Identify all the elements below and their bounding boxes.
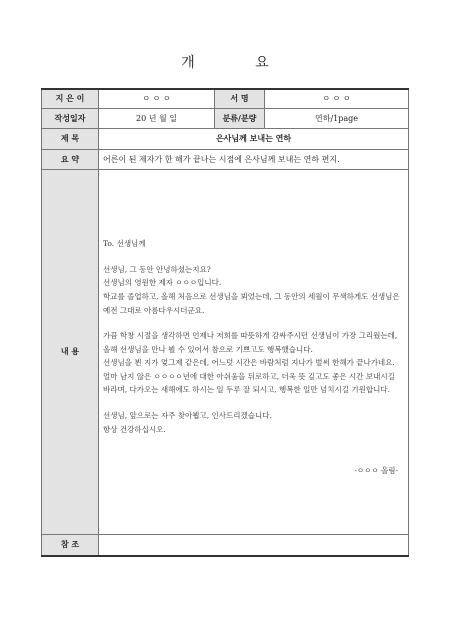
letter-content — [99, 169, 409, 534]
author-value: ㅇ ㅇ ㅇ — [99, 89, 215, 108]
subject-value: 은사님께 보내는 연하 — [99, 128, 409, 149]
letter-line: 선생님의 영원한 제자 ㅇㅇㅇ입니다. — [103, 278, 222, 288]
author-label: 지 은 이 — [42, 89, 99, 108]
letter-signoff: -ㅇㅇㅇ 올림- — [354, 466, 398, 476]
category-value: 연하/1page — [265, 108, 409, 128]
summary-value: 어른이 된 제자가 한 해가 끝나는 시점에 은사님께 보내는 연하 편지. — [99, 149, 409, 169]
summary-label: 요 약 — [42, 149, 99, 169]
category-label: 분류/분량 — [215, 108, 265, 128]
reference-value — [99, 534, 409, 556]
signature-value: ㅇ ㅇ ㅇ — [265, 89, 409, 108]
letter-line: 항상 건강하십시오. — [103, 424, 166, 434]
letter-line: 선생님, 그 동안 안녕하셨는지요? — [103, 264, 211, 274]
letter-greeting: To. 선생님께 — [103, 239, 146, 249]
letter-line: 학교를 졸업하고, 올해 처음으로 선생님을 뵈었는데, 그 동안의 세월이 무색하게도 선생님은 예전 그대로 아름다우시더군요. — [103, 291, 400, 315]
letter-line: 가끔 학창 시절을 생각하면 언제나 저희를 따뜻하게 감싸주시던 선생님이 가장 그리웠는데, 올해 선생님을 만나 뵐 수 있어서 참으로 기쁘고도 행복했습니다. — [103, 331, 398, 354]
letter-line: 선생님, 앞으로는 자주 찾아뵙고, 인사드리겠습니다. — [103, 411, 272, 421]
overview-form — [41, 88, 409, 557]
date-label: 작성일자 — [42, 108, 99, 128]
signature-label: 서 명 — [215, 89, 265, 108]
reference-label: 참 조 — [42, 534, 99, 556]
content-label: 내 용 — [42, 169, 99, 534]
letter-body — [103, 225, 404, 478]
letter-line: 선생님을 뵌 지가 엊그제 같은데, 어느덧 시간은 바람처럼 지나가 벌써 한해가 끝나가네요. — [103, 358, 395, 368]
letter-line: 얼마 남지 않은 ㅇㅇㅇㅇ년에 대한 아쉬움을 뒤로하고, 더욱 뜻 깊고도 좋은 시간 보내시길 바라며, 다가오는 새해에도 하시는 일 두루 잘 되시고, 행복한 일만 넘치시길 기원합니다. — [103, 371, 395, 395]
page-title: 개 요 — [181, 55, 297, 71]
subject-label: 제 목 — [42, 128, 99, 149]
date-value: 20 년 월 일 — [99, 108, 215, 128]
